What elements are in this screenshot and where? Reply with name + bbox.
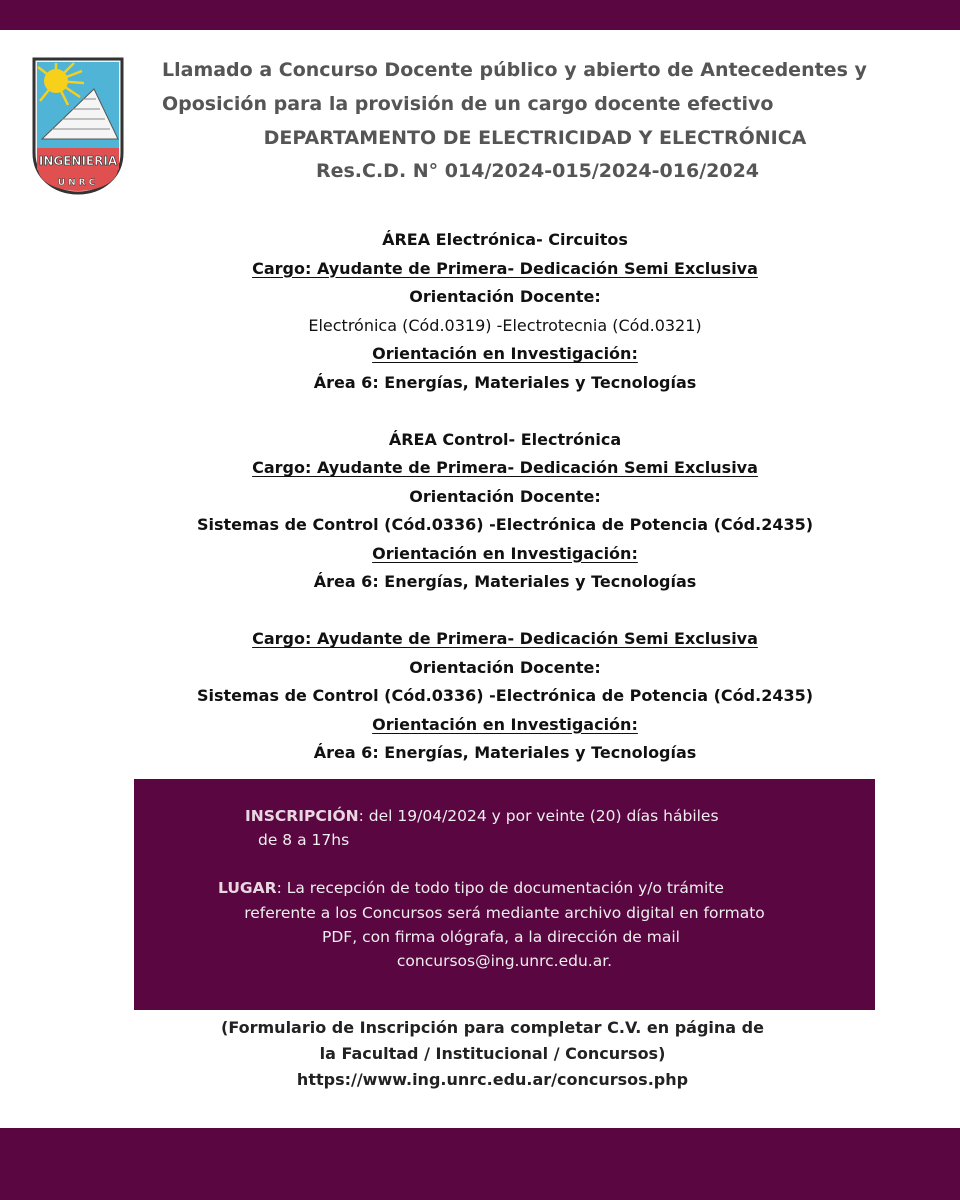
inscripcion-label: INSCRIPCIÓN xyxy=(245,807,359,825)
footer-line-2: la Facultad / Institucional / Concursos) xyxy=(319,1044,666,1063)
footer-note xyxy=(0,1015,960,1093)
position-section xyxy=(0,625,960,768)
lugar-text-2: referente a los Concursos será mediante archivo digital en formato xyxy=(244,904,765,922)
cargo-label: Cargo: Ayudante de Primera- Dedicación Semi Exclusiva xyxy=(252,458,758,477)
top-band xyxy=(0,0,960,30)
title-line-1: Llamado a Concurso Docente público y abierto de Antecedentes y xyxy=(162,59,867,81)
orientacion-docente-value: Sistemas de Control (Cód.0336) -Electrónica de Potencia (Cód.2435) xyxy=(196,686,814,705)
lugar-label: LUGAR xyxy=(218,879,277,897)
orientacion-investigacion-label: Orientación en Investigación: xyxy=(372,714,638,734)
inscription-info-box xyxy=(134,779,875,1010)
orientacion-investigacion-line xyxy=(0,540,960,569)
title-line-2: Oposición para la provisión de un cargo docente efectivo xyxy=(162,93,774,115)
footer-line-1: (Formulario de Inscripción para completar C.V. en página de xyxy=(221,1018,764,1037)
contact-email[interactable]: concursos@ing.unrc.edu.ar. xyxy=(396,952,613,970)
cargo-line xyxy=(0,255,960,284)
lugar-text: : La recepción de todo tipo de documentación y/o trámite xyxy=(276,879,724,897)
inscripcion-text: : del 19/04/2024 y por veinte (20) días hábiles xyxy=(358,807,719,825)
orientacion-investigacion-value: Área 6: Energías, Materiales y Tecnologías xyxy=(313,743,697,762)
cargo-label: Cargo: Ayudante de Primera- Dedicación Semi Exclusiva xyxy=(252,258,758,278)
orientacion-docente-label: Orientación Docente: xyxy=(409,287,601,306)
cargo-line xyxy=(0,625,960,654)
position-section xyxy=(0,426,960,597)
inscripcion-line xyxy=(245,807,719,825)
cargo-line xyxy=(0,454,960,483)
orientacion-docente-label: Orientación Docente: xyxy=(409,486,601,506)
area-title: ÁREA Electrónica- Circuitos xyxy=(382,230,628,249)
orientacion-investigacion-value: Área 6: Energías, Materiales y Tecnologías xyxy=(313,572,697,591)
orientacion-investigacion-label: Orientación en Investigación: xyxy=(372,543,638,563)
logo-text: INGENIERIA xyxy=(38,154,118,168)
orientacion-docente-value: Sistemas de Control (Cód.0336) -Electrónica de Potencia (Cód.2435) xyxy=(196,515,814,534)
department-title: DEPARTAMENTO DE ELECTRICIDAD Y ELECTRÓNICA xyxy=(263,127,807,149)
orientacion-investigacion-line xyxy=(0,340,960,369)
inscripcion-hours: de 8 a 17hs xyxy=(258,831,350,849)
area-title: ÁREA Control- Electrónica xyxy=(388,429,622,449)
positions-list xyxy=(0,226,960,768)
orientacion-investigacion-value: Área 6: Energías, Materiales y Tecnologías xyxy=(313,372,697,392)
bottom-band xyxy=(0,1128,960,1200)
footer-url-link[interactable]: https://www.ing.unrc.edu.ar/concursos.php xyxy=(296,1070,689,1089)
position-section xyxy=(0,226,960,397)
orientacion-investigacion-line xyxy=(0,711,960,740)
lugar-text-3: PDF, con firma ológrafa, a la dirección de mail xyxy=(322,928,680,946)
orientacion-investigacion-label: Orientación en Investigación: xyxy=(372,344,638,363)
orientacion-docente-value: Electrónica (Cód.0319) -Electrotecnia (Cód.0321) xyxy=(308,315,702,335)
logo-subtext: UNRC xyxy=(57,178,99,188)
cargo-label: Cargo: Ayudante de Primera- Dedicación Semi Exclusiva xyxy=(252,629,758,648)
resolution-number: Res.C.D. N° 014/2024-015/2024-016/2024 xyxy=(315,160,760,182)
orientacion-docente-label: Orientación Docente: xyxy=(409,657,601,677)
lugar-line xyxy=(218,879,724,897)
